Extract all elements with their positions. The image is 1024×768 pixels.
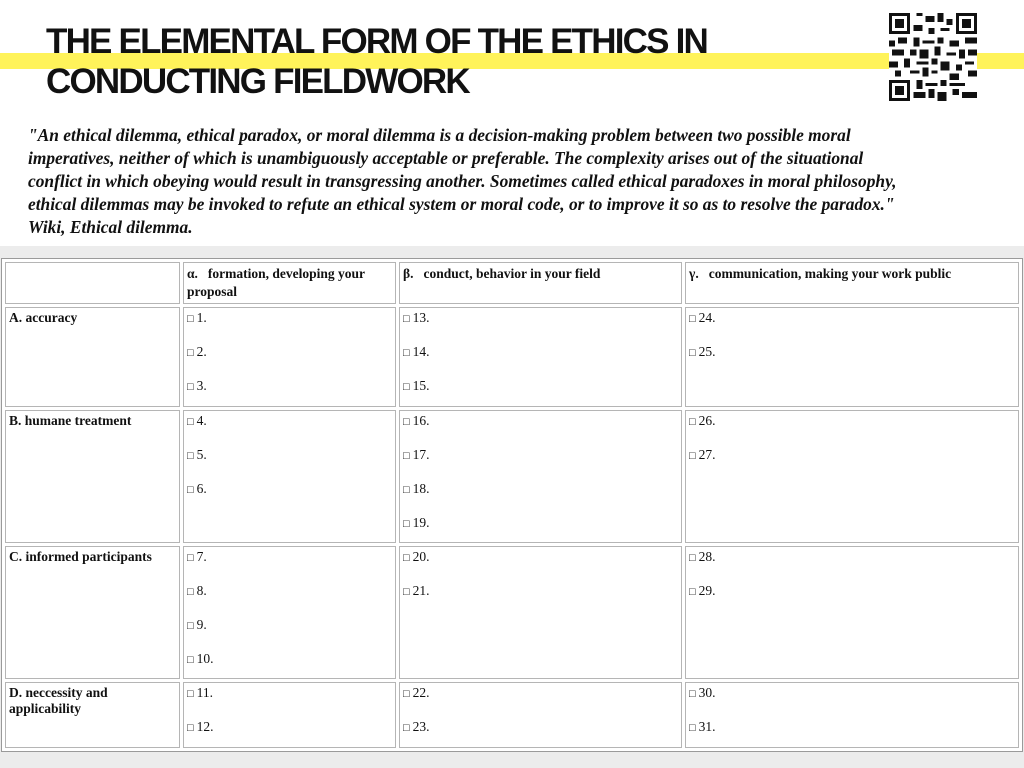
checklist-item[interactable] xyxy=(689,447,1015,464)
checklist-item[interactable] xyxy=(689,344,1015,361)
title-line-2: CONDUCTING FIELDWORK xyxy=(46,62,469,101)
checkbox-icon[interactable]: □ xyxy=(187,381,194,393)
cell-accuracy-beta xyxy=(399,307,682,407)
checklist-item-number: 20. xyxy=(412,549,430,564)
checklist-item[interactable] xyxy=(187,310,392,327)
row-label: A. accuracy xyxy=(5,307,180,407)
checklist-item[interactable] xyxy=(187,685,392,702)
checklist-item[interactable] xyxy=(403,481,678,498)
checkbox-icon[interactable]: □ xyxy=(689,722,696,734)
checkbox-icon[interactable]: □ xyxy=(187,722,194,734)
column-label: conduct, behavior in your field xyxy=(423,266,601,281)
checklist-item[interactable] xyxy=(187,447,392,464)
cell-informed-participants-beta xyxy=(399,546,682,679)
cell-accuracy-alpha xyxy=(183,307,396,407)
checkbox-icon[interactable]: □ xyxy=(403,347,410,359)
checklist-item-number: 15. xyxy=(412,378,430,393)
checklist-item-number: 3. xyxy=(196,378,207,393)
cell-accuracy-gamma xyxy=(685,307,1019,407)
checkbox-icon[interactable]: □ xyxy=(403,552,410,564)
checklist-item-number: 31. xyxy=(698,719,716,734)
checkbox-icon[interactable]: □ xyxy=(187,552,194,564)
checklist-item[interactable] xyxy=(187,344,392,361)
checkbox-icon[interactable]: □ xyxy=(187,688,194,700)
checklist-item-number: 10. xyxy=(196,651,214,666)
checklist-item-number: 12. xyxy=(196,719,214,734)
quote-line-4: ethical dilemmas may be invoked to refute an ethical system or moral code, or to improve it so as to resolve the paradox." xyxy=(28,194,895,214)
checklist-item-number: 24. xyxy=(698,310,716,325)
qr-code-icon xyxy=(888,13,978,101)
checklist-item[interactable] xyxy=(403,685,678,702)
table-header-row xyxy=(5,262,1019,304)
table-row-accuracy xyxy=(5,307,1019,407)
corner-cell xyxy=(5,262,180,304)
checklist-item[interactable] xyxy=(187,481,392,498)
quote-source: Wiki, Ethical dilemma. xyxy=(28,217,193,237)
checklist-item[interactable] xyxy=(403,515,678,532)
column-header-beta xyxy=(399,262,682,304)
cell-necessity-applicability-beta xyxy=(399,682,682,748)
checklist-item-number: 18. xyxy=(412,481,430,496)
checklist-item[interactable] xyxy=(403,378,678,395)
cell-informed-participants-gamma xyxy=(685,546,1019,679)
checklist-item-number: 1. xyxy=(196,310,207,325)
checklist-item-number: 23. xyxy=(412,719,430,734)
checklist-item[interactable] xyxy=(403,447,678,464)
table-row-humane-treatment xyxy=(5,410,1019,543)
column-symbol: β. xyxy=(403,266,414,281)
checklist-item[interactable] xyxy=(187,413,392,430)
checklist-item-number: 17. xyxy=(412,447,430,462)
title-line-1: THE ELEMENTAL FORM OF THE ETHICS IN xyxy=(46,22,707,61)
checklist-item-number: 28. xyxy=(698,549,716,564)
checklist-item[interactable] xyxy=(187,549,392,566)
column-label: communication, making your work public xyxy=(708,266,952,281)
checklist-item-number: 26. xyxy=(698,413,716,428)
checkbox-icon[interactable]: □ xyxy=(403,416,410,428)
checklist-item[interactable] xyxy=(403,549,678,566)
checkbox-icon[interactable]: □ xyxy=(689,347,696,359)
column-symbol: α. xyxy=(187,266,198,281)
checklist-item[interactable] xyxy=(689,413,1015,430)
checklist-item[interactable] xyxy=(187,617,392,634)
checklist-item-number: 19. xyxy=(412,515,430,530)
checkbox-icon[interactable]: □ xyxy=(689,416,696,428)
column-header-gamma xyxy=(685,262,1019,304)
checklist-item-number: 11. xyxy=(196,685,214,700)
table-row-informed-participants xyxy=(5,546,1019,679)
checklist-item[interactable] xyxy=(187,719,392,736)
checklist-item-number: 29. xyxy=(698,583,716,598)
row-label: B. humane treatment xyxy=(5,410,180,543)
quote-line-2: imperatives, neither of which is unambiguously acceptable or preferable. The complexity arises out of the situational xyxy=(28,148,864,168)
checkbox-icon[interactable]: □ xyxy=(187,654,194,666)
cell-necessity-applicability-alpha xyxy=(183,682,396,748)
checkbox-icon[interactable]: □ xyxy=(403,381,410,393)
checkbox-icon[interactable]: □ xyxy=(187,450,194,462)
cell-humane-treatment-alpha xyxy=(183,410,396,543)
checkbox-icon[interactable]: □ xyxy=(689,688,696,700)
checklist-item[interactable] xyxy=(403,719,678,736)
checklist-item[interactable] xyxy=(403,310,678,327)
checklist-item[interactable] xyxy=(187,583,392,600)
checkbox-icon[interactable]: □ xyxy=(403,688,410,700)
checklist-item-number: 6. xyxy=(196,481,207,496)
checkbox-icon[interactable]: □ xyxy=(187,347,194,359)
checklist-item-number: 8. xyxy=(196,583,207,598)
wiki-quote xyxy=(28,124,1013,239)
ethics-table xyxy=(1,258,1023,752)
checkbox-icon[interactable]: □ xyxy=(689,313,696,325)
checkbox-icon[interactable]: □ xyxy=(403,313,410,325)
cell-necessity-applicability-gamma xyxy=(685,682,1019,748)
column-symbol: γ. xyxy=(689,266,699,281)
column-header-alpha xyxy=(183,262,396,304)
checkbox-icon[interactable]: □ xyxy=(187,313,194,325)
checklist-item-number: 5. xyxy=(196,447,207,462)
checklist-item-number: 14. xyxy=(412,344,430,359)
cell-humane-treatment-beta xyxy=(399,410,682,543)
checkbox-icon[interactable]: □ xyxy=(187,586,194,598)
checkbox-icon[interactable]: □ xyxy=(689,552,696,564)
checklist-item[interactable] xyxy=(689,583,1015,600)
cell-humane-treatment-gamma xyxy=(685,410,1019,543)
checklist-item-number: 16. xyxy=(412,413,430,428)
checklist-item-number: 21. xyxy=(412,583,430,598)
checklist-item[interactable] xyxy=(689,549,1015,566)
checklist-item-number: 9. xyxy=(196,617,207,632)
checklist-item[interactable] xyxy=(689,719,1015,736)
checklist-item-number: 25. xyxy=(698,344,716,359)
checkbox-icon[interactable]: □ xyxy=(403,518,410,530)
checklist-item[interactable] xyxy=(187,651,392,668)
checkbox-icon[interactable]: □ xyxy=(403,484,410,496)
checklist-item-number: 22. xyxy=(412,685,430,700)
checklist-item[interactable] xyxy=(403,583,678,600)
cell-informed-participants-alpha xyxy=(183,546,396,679)
checkbox-icon[interactable]: □ xyxy=(689,450,696,462)
checklist-item-number: 7. xyxy=(196,549,207,564)
checkbox-icon[interactable]: □ xyxy=(403,450,410,462)
checklist-item[interactable] xyxy=(689,310,1015,327)
checkbox-icon[interactable]: □ xyxy=(403,586,410,598)
page-title xyxy=(46,22,846,102)
quote-line-1: "An ethical dilemma, ethical paradox, or moral dilemma is a decision-making problem between two possible moral xyxy=(28,125,851,145)
quote-line-3: conflict in which obeying would result in transgressing another. Sometimes called ethical paradoxes in moral philosophy, xyxy=(28,171,897,191)
checkbox-icon[interactable]: □ xyxy=(187,484,194,496)
checklist-item[interactable] xyxy=(689,685,1015,702)
checklist-item[interactable] xyxy=(403,413,678,430)
row-label: D. neccessity and applicability xyxy=(5,682,180,748)
checklist-item-number: 2. xyxy=(196,344,207,359)
column-label: formation, developing your proposal xyxy=(187,266,365,299)
checkbox-icon[interactable]: □ xyxy=(187,416,194,428)
checklist-item-number: 30. xyxy=(698,685,716,700)
checklist-item-number: 4. xyxy=(196,413,207,428)
checklist-item-number: 13. xyxy=(412,310,430,325)
table-row-necessity-applicability xyxy=(5,682,1019,748)
row-label: C. informed participants xyxy=(5,546,180,679)
checkbox-icon[interactable]: □ xyxy=(403,722,410,734)
checkbox-icon[interactable]: □ xyxy=(689,586,696,598)
checklist-item-number: 27. xyxy=(698,447,716,462)
checklist-item[interactable] xyxy=(403,344,678,361)
checkbox-icon[interactable]: □ xyxy=(187,620,194,632)
checklist-item[interactable] xyxy=(187,378,392,395)
